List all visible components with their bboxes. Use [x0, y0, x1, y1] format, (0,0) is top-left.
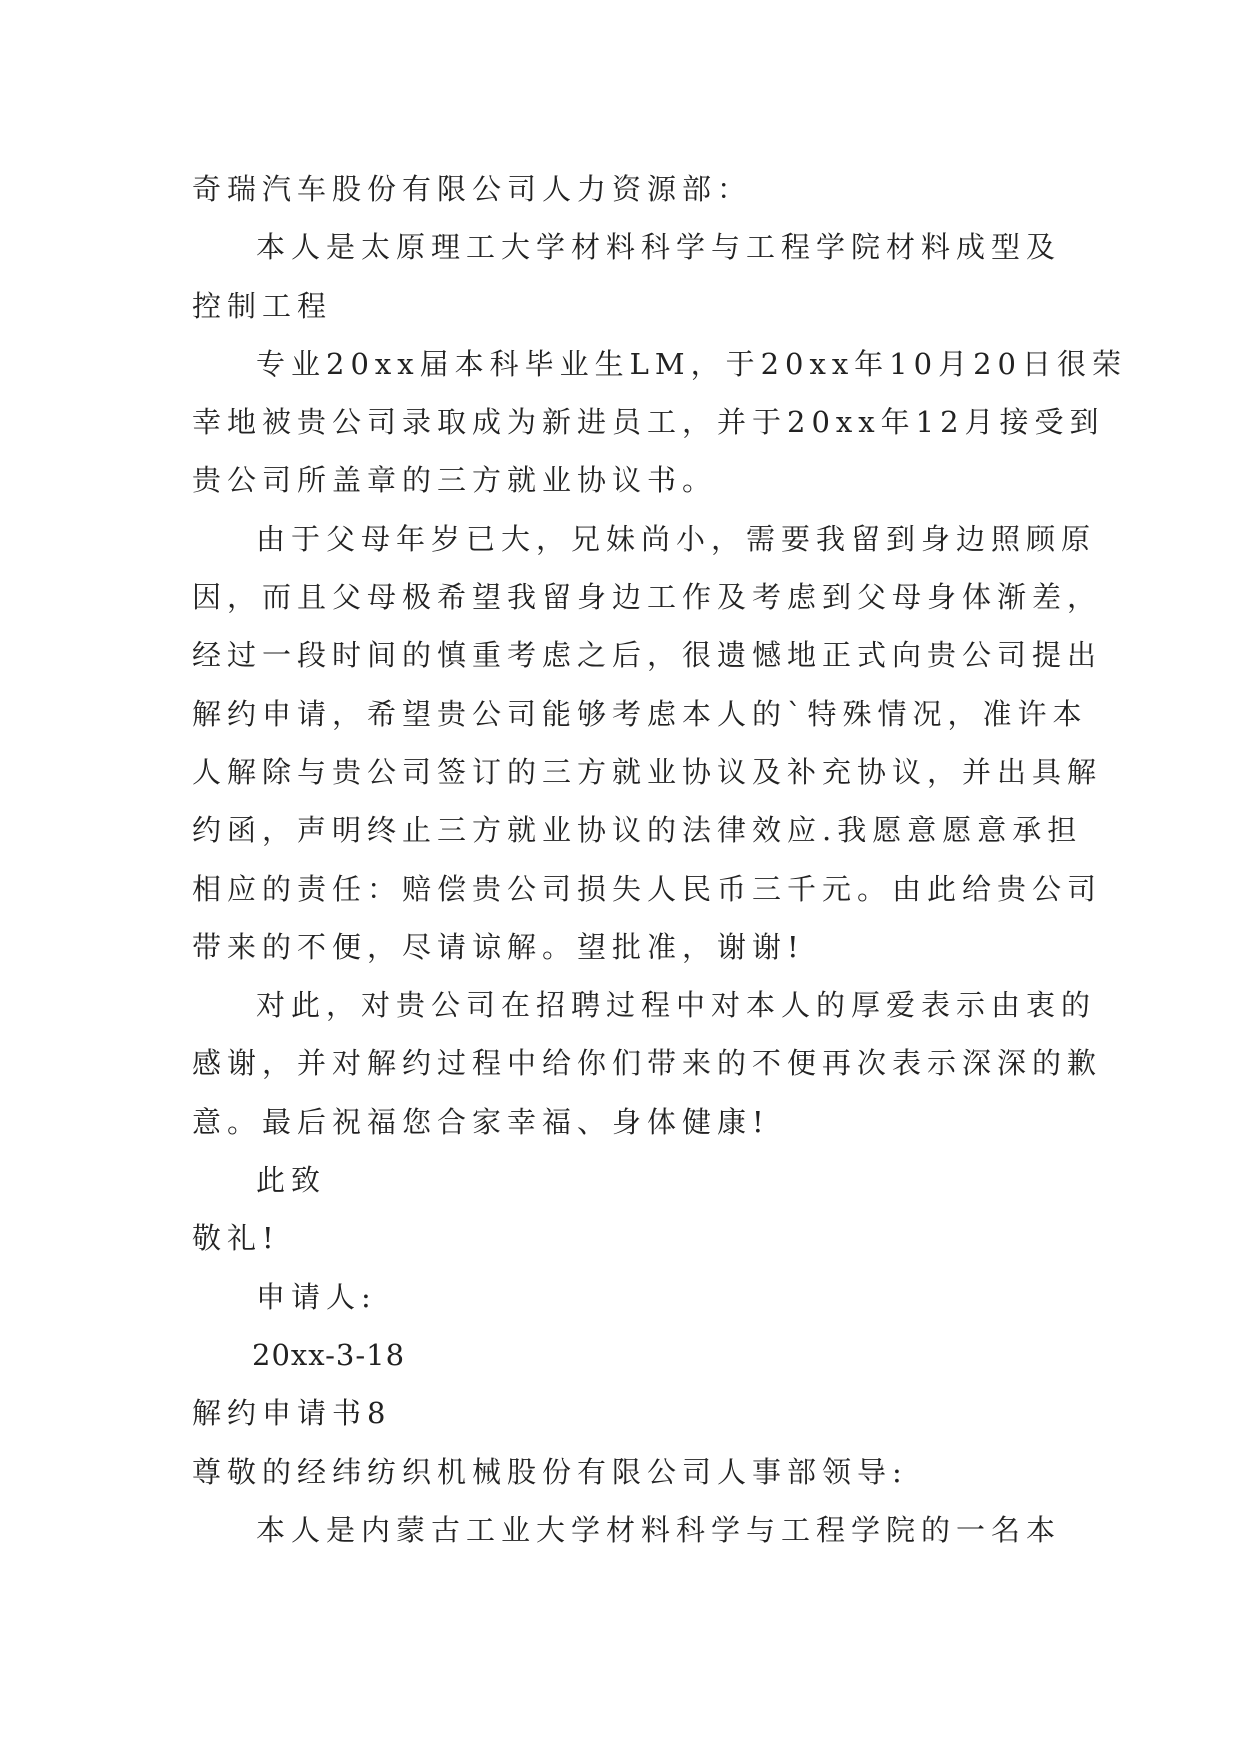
- paragraph-line: 解约申请，希望贵公司能够考虑本人的`特殊情况，准许本: [192, 696, 1088, 731]
- paragraph-line: 由于父母年岁已大，兄妹尚小，需要我留到身边照顾原: [256, 521, 1097, 556]
- applicant-line: 申请人:: [256, 1279, 377, 1314]
- salutation-line: 尊敬的经纬纺织机械股份有限公司人事部领导:: [192, 1454, 908, 1489]
- closing-line: 此致: [256, 1163, 327, 1198]
- paragraph-line: 本人是太原理工大学材料科学与工程学院材料成型及: [256, 230, 1062, 265]
- date-line: 20xx-3-18: [252, 1337, 406, 1372]
- closing-line: 敬礼!: [192, 1221, 280, 1256]
- paragraph-line: 感谢，并对解约过程中给你们带来的不便再次表示深深的歉: [192, 1046, 1103, 1081]
- paragraph-line: 人解除与贵公司签订的三方就业协议及补充协议，并出具解: [192, 754, 1103, 789]
- paragraph-line: 专业20xx届本科毕业生LM，于20xx年10月20日很荣: [256, 346, 1127, 381]
- section-title: 解约申请书8: [192, 1396, 392, 1431]
- paragraph-line: 控制工程: [192, 288, 333, 323]
- paragraph-line: 约函，声明终止三方就业协议的法律效应.我愿意愿意承担: [192, 813, 1083, 848]
- paragraph-line: 对此，对贵公司在招聘过程中对本人的厚爱表示由衷的: [256, 988, 1097, 1023]
- paragraph-line: 本人是内蒙古工业大学材料科学与工程学院的一名本: [256, 1512, 1062, 1547]
- paragraph-line: 因，而且父母极希望我留身边工作及考虑到父母身体渐差，: [192, 580, 1103, 615]
- paragraph-line: 贵公司所盖章的三方就业协议书。: [192, 463, 718, 498]
- paragraph-line: 经过一段时间的慎重考虑之后，很遗憾地正式向贵公司提出: [192, 638, 1103, 673]
- paragraph-line: 幸地被贵公司录取成为新进员工，并于20xx年12月接受到: [192, 405, 1105, 440]
- salutation-line: 奇瑞汽车股份有限公司人力资源部：: [192, 172, 753, 206]
- paragraph-line: 带来的不便，尽请谅解。望批准，谢谢!: [192, 929, 805, 964]
- paragraph-line: 意。最后祝福您合家幸福、身体健康!: [192, 1104, 770, 1139]
- letter-body: [192, 160, 1127, 1559]
- paragraph-line: 相应的责任：赔偿贵公司损失人民币三千元。由此给贵公司: [192, 871, 1103, 906]
